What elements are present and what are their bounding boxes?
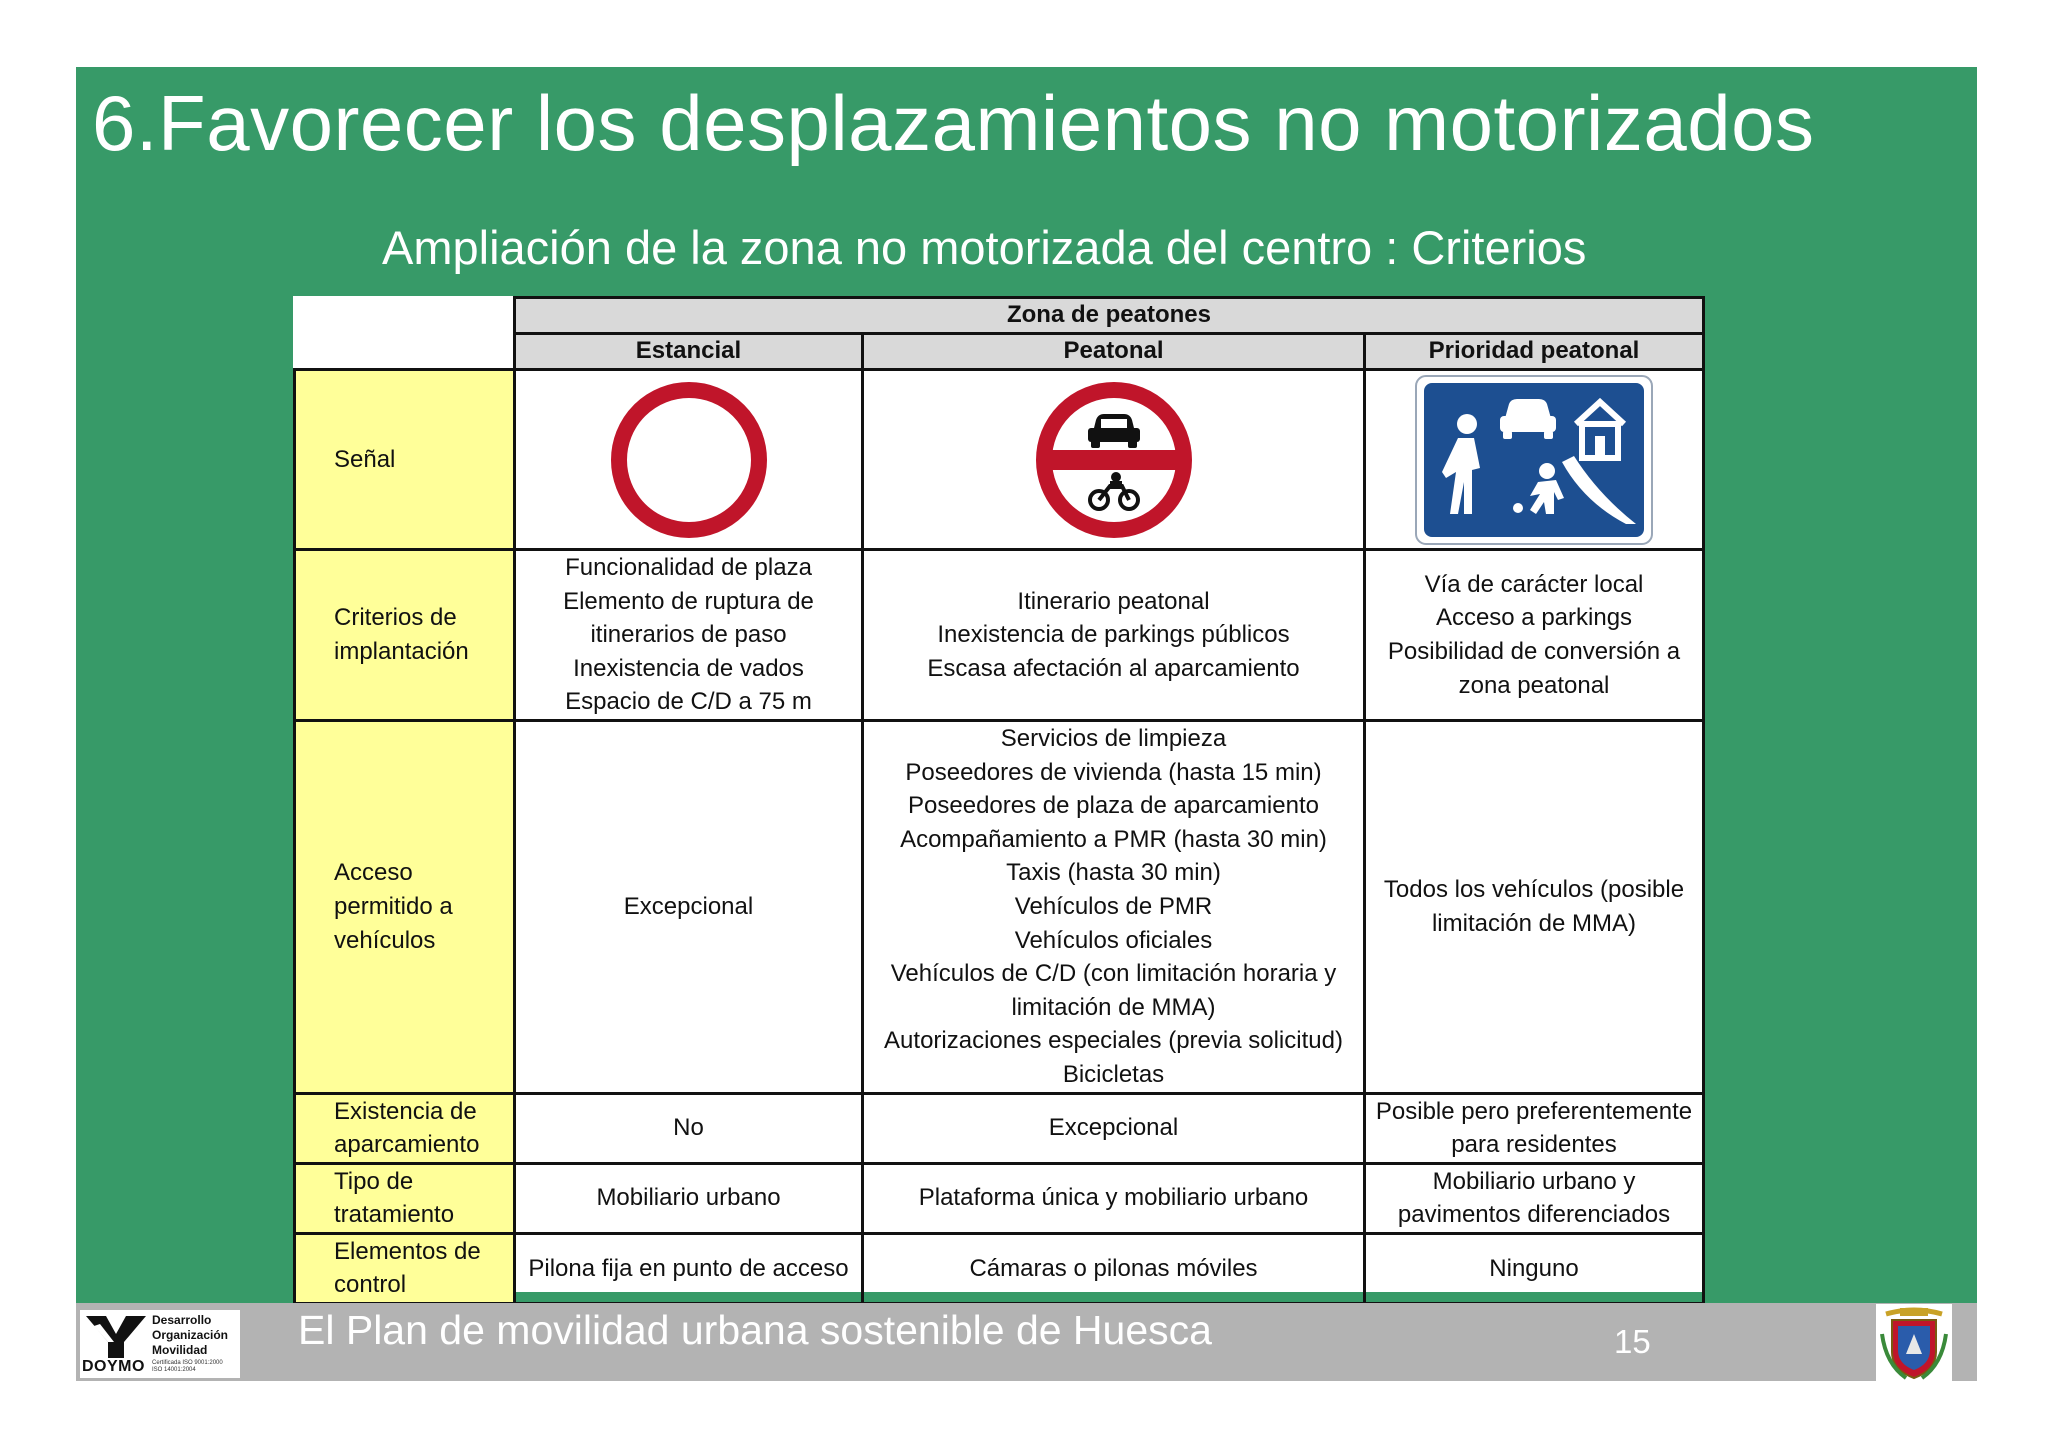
slide-subtitle: Ampliación de la zona no motorizada del centro : Criterios [382, 221, 1587, 274]
table-row [295, 370, 1704, 550]
column-header-prioridad: Prioridad peatonal [1365, 334, 1704, 370]
no-cars-no-motorcycles-sign-icon [1030, 376, 1198, 544]
slide-title: 6.Favorecer los desplazamientos no motorizados [92, 79, 1815, 167]
doymo-cert: Certificada ISO 9001:2000 ISO 14001:2004 [152, 1360, 223, 1373]
cell-acceso-prioridad: Todos los vehículos (posible limitación de MMA) [1365, 720, 1704, 1093]
cell-criterios-peatonal: Itinerario peatonal Inexistencia de parkings públicos Escasa afectación al aparcamiento [863, 550, 1365, 721]
table-row [295, 720, 1704, 1093]
cell-control-peatonal: Cámaras o pilonas móviles [863, 1233, 1365, 1303]
row-label: Acceso permitido a vehículos [295, 720, 515, 1093]
residential-zone-sign-icon [1414, 374, 1654, 546]
doymo-lines: Desarrollo Organización Movilidad [152, 1313, 229, 1357]
doymo-brand: DOYMO [82, 1358, 145, 1375]
footer-title: El Plan de movilidad urbana sostenible de Huesca [298, 1307, 1212, 1353]
table-row [295, 1233, 1704, 1303]
cell-aparcamiento-prioridad: Posible pero preferentemente para residentes [1365, 1093, 1704, 1163]
prohibited-all-vehicles-sign-icon [605, 376, 773, 544]
sign-cell [863, 370, 1365, 550]
table-row [295, 1163, 1704, 1233]
doymo-logo [80, 1310, 240, 1378]
doymo-mark-icon [84, 1312, 148, 1360]
row-label: Señal [295, 370, 515, 550]
criteria-table-container [293, 296, 1702, 1299]
row-label: Tipo de tratamiento [295, 1163, 515, 1233]
page-number: 15 [1614, 1323, 1651, 1360]
cell-tratamiento-peatonal: Plataforma única y mobiliario urbano [863, 1163, 1365, 1233]
huesca-coat-of-arms-icon [1876, 1304, 1952, 1382]
column-header-peatonal: Peatonal [863, 334, 1365, 370]
table-corner [295, 298, 515, 370]
table-row [295, 1093, 1704, 1163]
cell-control-prioridad: Ninguno [1365, 1233, 1704, 1303]
row-label: Criterios de implantación [295, 550, 515, 721]
cell-acceso-peatonal: Servicios de limpieza Poseedores de vivienda (hasta 15 min) Poseedores de plaza de aparcamiento Acompañamiento a PMR (hasta 30 min) Taxis (hasta 30 min) Vehículos de PMR Vehículos oficiales Vehículos de C/D (con limitación horaria y limitación de MMA) Autorizaciones especiales (previa solicitud) Bicicletas [863, 720, 1365, 1093]
sign-cell [1365, 370, 1704, 550]
cell-criterios-estancial: Funcionalidad de plaza Elemento de ruptura de itinerarios de paso Inexistencia de vados Espacio de C/D a 75 m [515, 550, 863, 721]
cell-control-estancial: Pilona fija en punto de acceso [515, 1233, 863, 1303]
cell-aparcamiento-peatonal: Excepcional [863, 1093, 1365, 1163]
cell-tratamiento-estancial: Mobiliario urbano [515, 1163, 863, 1233]
criteria-table [293, 296, 1705, 1305]
group-header: Zona de peatones [515, 298, 1704, 334]
row-label: Elementos de control [295, 1233, 515, 1303]
cell-tratamiento-prioridad: Mobiliario urbano y pavimentos diferenciados [1365, 1163, 1704, 1233]
cell-criterios-prioridad: Vía de carácter local Acceso a parkings Posibilidad de conversión a zona peatonal [1365, 550, 1704, 721]
cell-aparcamiento-estancial: No [515, 1093, 863, 1163]
column-header-estancial: Estancial [515, 334, 863, 370]
cell-acceso-estancial: Excepcional [515, 720, 863, 1093]
table-row [295, 550, 1704, 721]
row-label: Existencia de aparcamiento [295, 1093, 515, 1163]
sign-cell [515, 370, 863, 550]
